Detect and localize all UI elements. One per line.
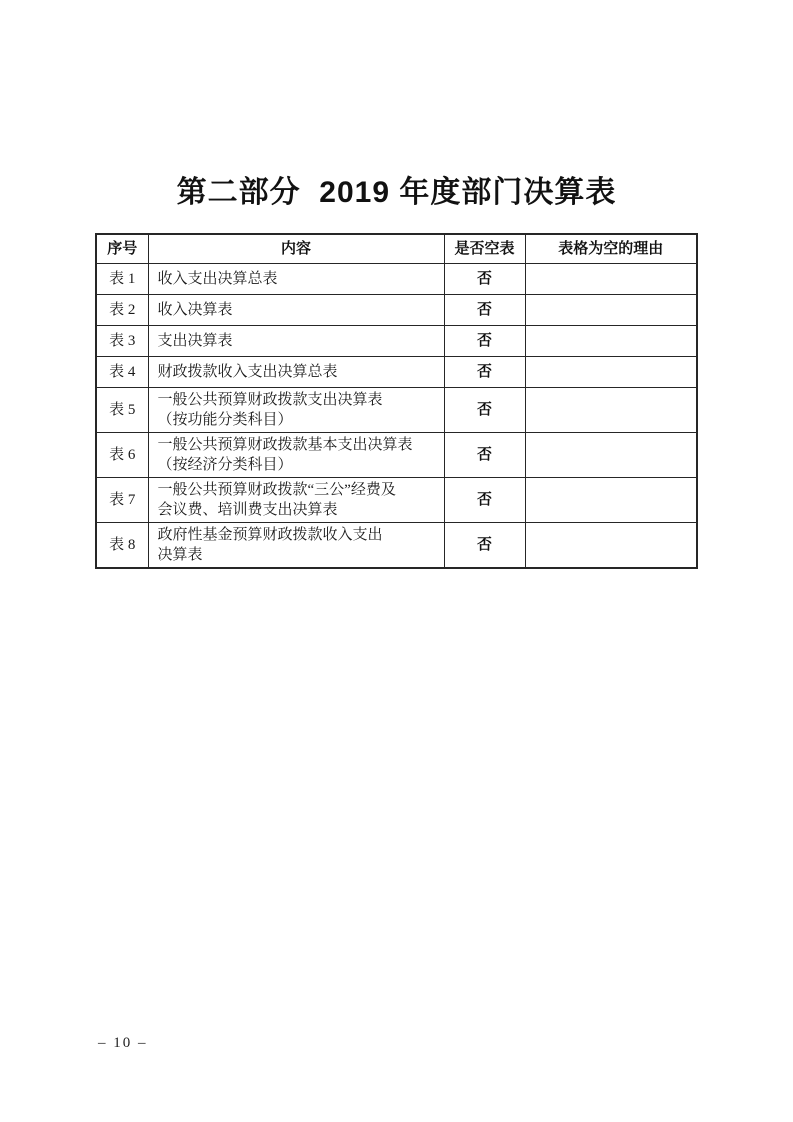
cell-reason xyxy=(525,432,697,477)
annual-final-accounts-table xyxy=(95,233,698,569)
cell-reason xyxy=(525,294,697,325)
cell-seq: 表 6 xyxy=(96,432,148,477)
cell-content xyxy=(148,477,444,522)
cell-reason xyxy=(525,477,697,522)
cell-content xyxy=(148,263,444,294)
content-line: 一般公共预算财政拨款支出决算表 xyxy=(157,391,383,408)
content-line: 一般公共预算财政拨款“三公”经费及 xyxy=(157,481,396,498)
content-line: 收入决算表 xyxy=(157,301,233,318)
cell-reason xyxy=(525,356,697,387)
content-line: 支出决算表 xyxy=(157,332,233,349)
cell-is-empty: 否 xyxy=(444,432,525,477)
cell-is-empty: 否 xyxy=(444,325,525,356)
cell-seq: 表 3 xyxy=(96,325,148,356)
table-row xyxy=(96,325,697,356)
table-row xyxy=(96,356,697,387)
cell-is-empty: 否 xyxy=(444,294,525,325)
table-header-row xyxy=(96,234,697,263)
cell-content xyxy=(148,294,444,325)
cell-reason xyxy=(525,387,697,432)
cell-seq: 表 8 xyxy=(96,522,148,568)
cell-content xyxy=(148,387,444,432)
content-line: 政府性基金预算财政拨款收入支出 xyxy=(157,526,383,543)
cell-seq: 表 7 xyxy=(96,477,148,522)
cell-seq: 表 5 xyxy=(96,387,148,432)
content-line: 会议费、培训费支出决算表 xyxy=(157,501,338,518)
table-row xyxy=(96,477,697,522)
content-line: 收入支出决算总表 xyxy=(157,270,278,287)
table-row xyxy=(96,387,697,432)
cell-content xyxy=(148,432,444,477)
cell-is-empty: 否 xyxy=(444,263,525,294)
cell-content xyxy=(148,325,444,356)
content-line: 决算表 xyxy=(157,546,203,563)
cell-seq: 表 1 xyxy=(96,263,148,294)
table-row xyxy=(96,432,697,477)
cell-is-empty: 否 xyxy=(444,477,525,522)
content-line: （按经济分类科目） xyxy=(157,456,293,473)
cell-reason xyxy=(525,263,697,294)
content-line: （按功能分类科目） xyxy=(157,411,293,428)
content-line: 财政拨款收入支出决算总表 xyxy=(157,363,338,380)
cell-seq: 表 4 xyxy=(96,356,148,387)
cell-content xyxy=(148,522,444,568)
cell-content xyxy=(148,356,444,387)
cell-is-empty: 否 xyxy=(444,387,525,432)
table-row xyxy=(96,263,697,294)
page-number: – 10 – xyxy=(98,1035,148,1051)
table-row xyxy=(96,522,697,568)
column-header-is-empty: 是否空表 xyxy=(444,234,525,263)
content-line: 一般公共预算财政拨款基本支出决算表 xyxy=(157,436,413,453)
cell-is-empty: 否 xyxy=(444,522,525,568)
cell-reason xyxy=(525,522,697,568)
column-header-reason: 表格为空的理由 xyxy=(525,234,697,263)
column-header-seq: 序号 xyxy=(96,234,148,263)
cell-reason xyxy=(525,325,697,356)
column-header-content: 内容 xyxy=(148,234,444,263)
table-row xyxy=(96,294,697,325)
cell-is-empty: 否 xyxy=(444,356,525,387)
cell-seq: 表 2 xyxy=(96,294,148,325)
page-title: 第二部分 2019 年度部门决算表 xyxy=(176,176,617,209)
